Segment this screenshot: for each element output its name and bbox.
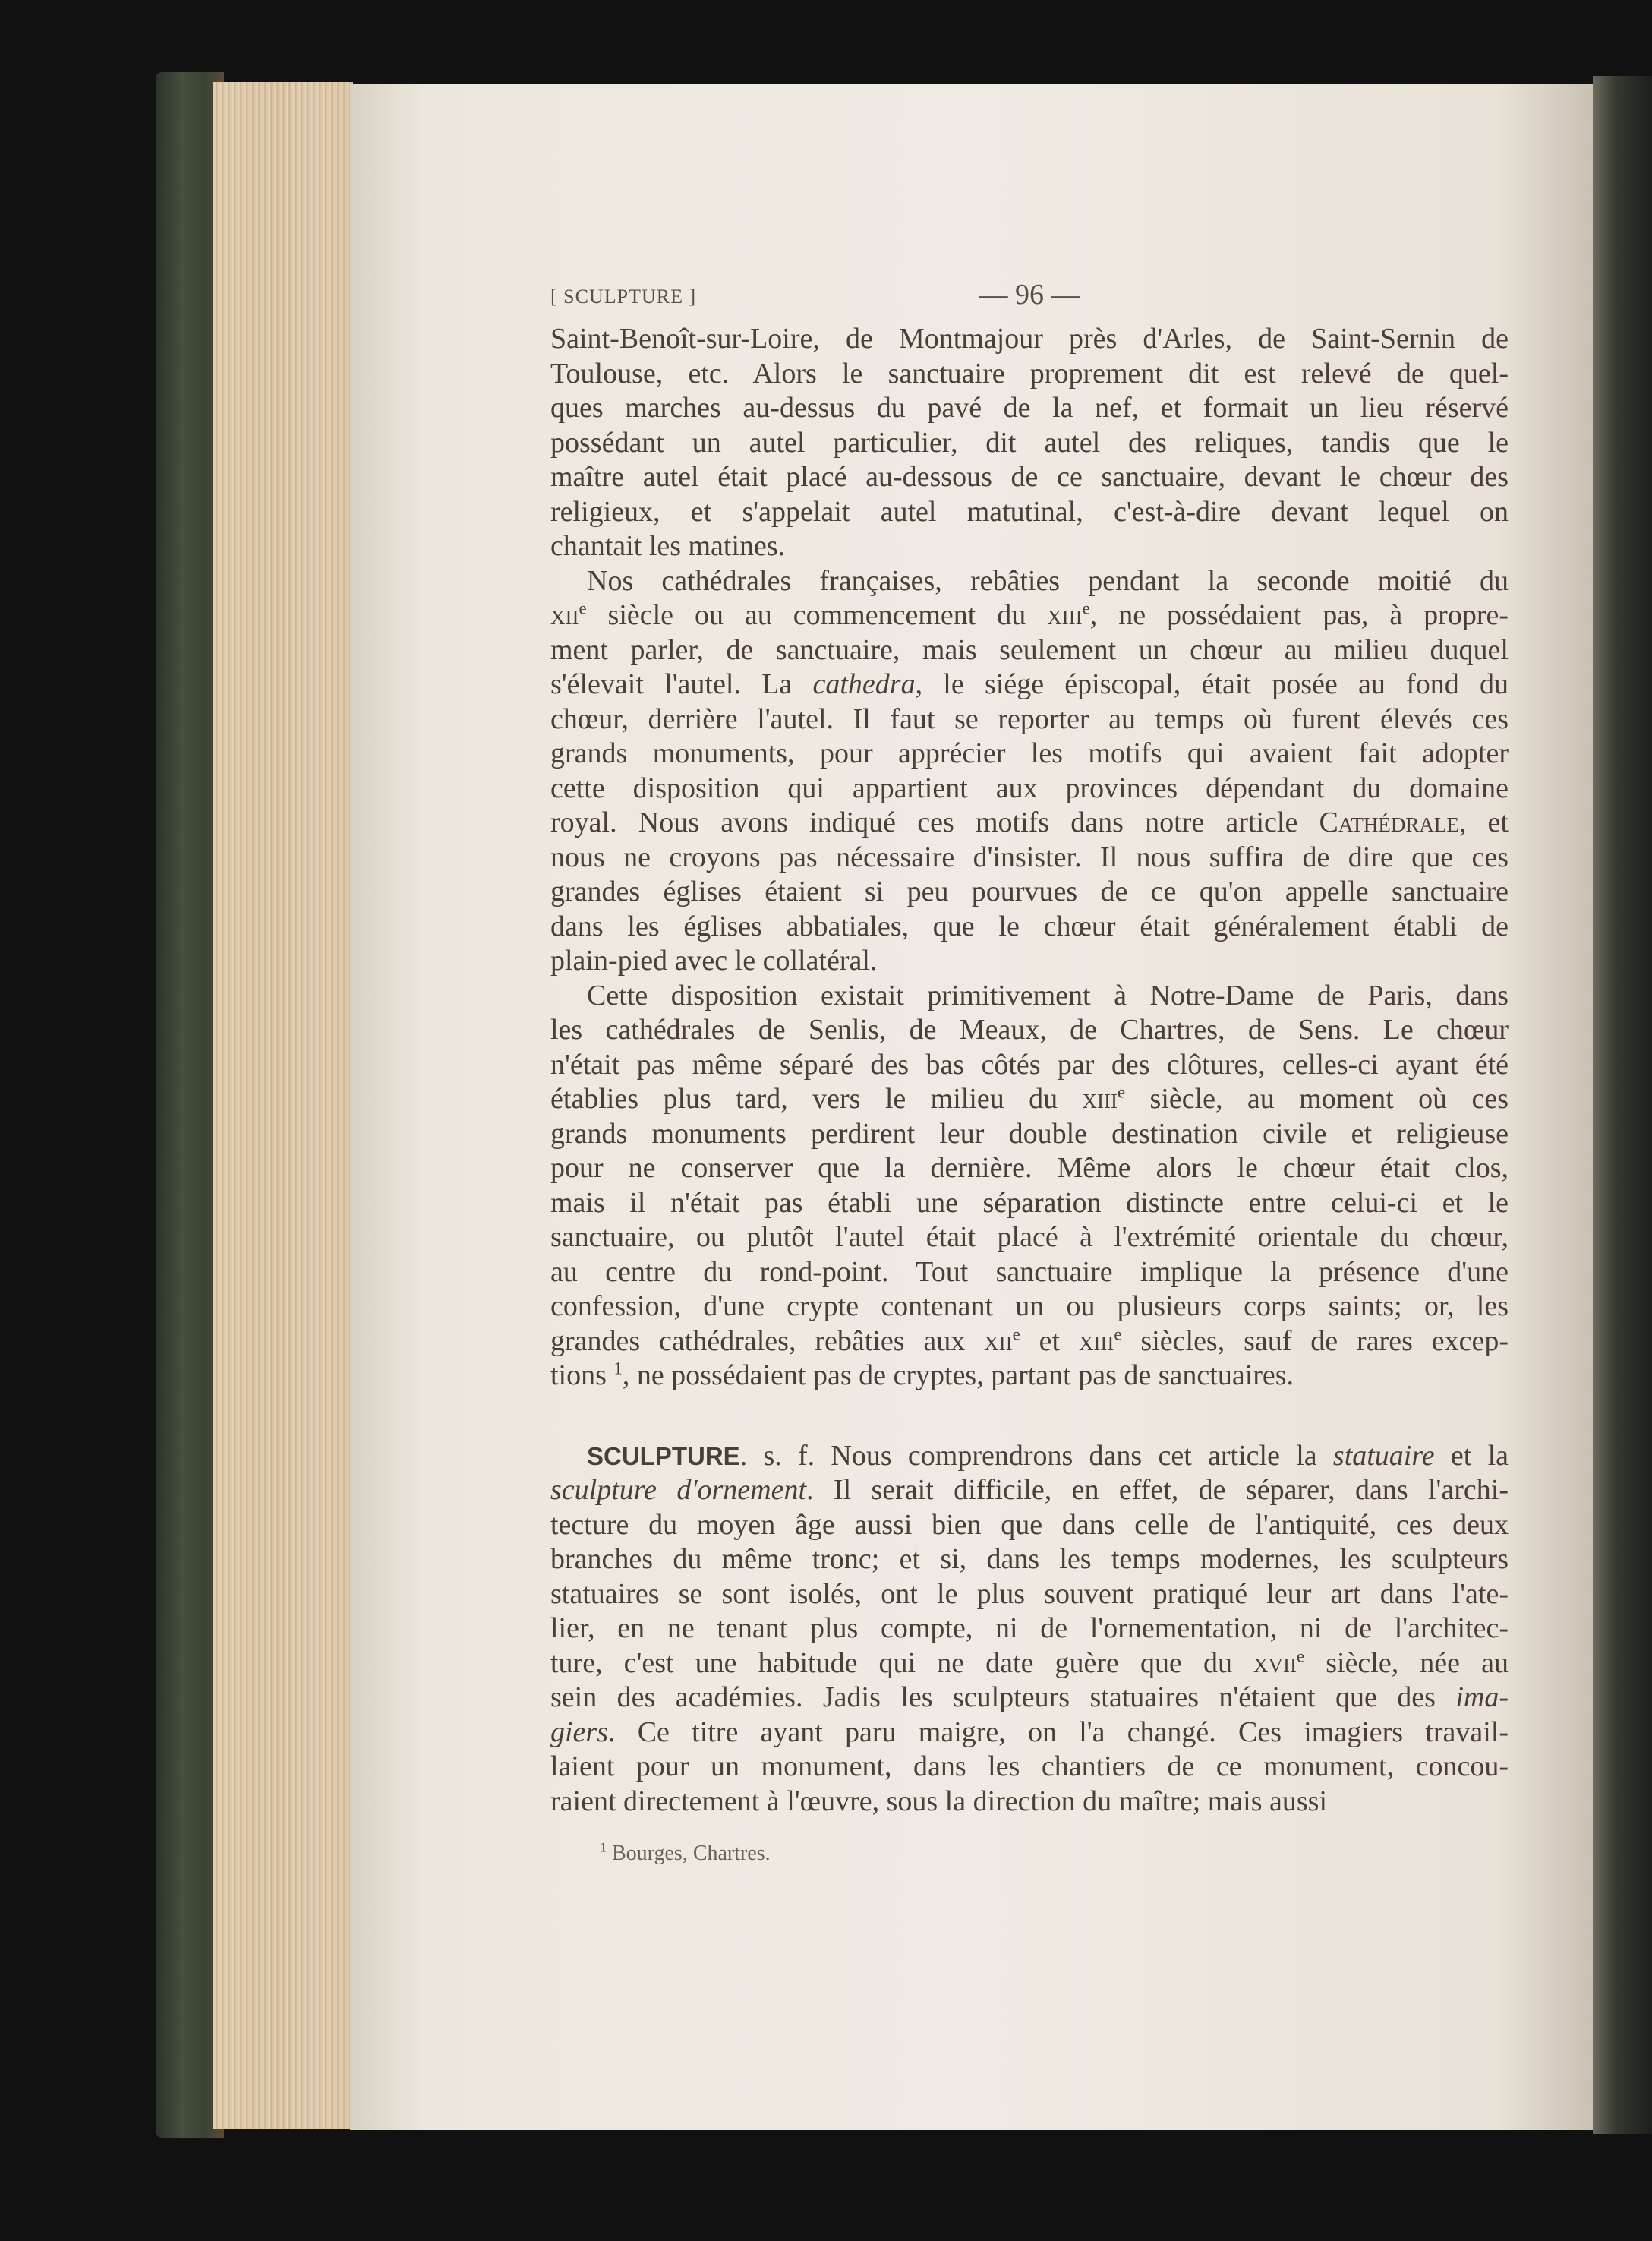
entry-headword: SCULPTURE (587, 1441, 740, 1470)
text-segment: . Il serait difficile, en effet, de séparer, dans l'archi- (806, 1474, 1509, 1506)
text-segment: ture, c'est une habitude qui ne date guère que du (550, 1646, 1254, 1679)
text-line (550, 1439, 1509, 1474)
text-segment: tions (550, 1359, 614, 1391)
italic-text: sculpture d'ornement (550, 1474, 807, 1506)
body-text (550, 322, 1509, 1819)
running-title: [ SCULPTURE ] (550, 286, 697, 308)
text-line: Cette disposition existait primitivement à Notre-Dame de Paris, dans (587, 979, 1509, 1012)
footnote (600, 1839, 771, 1866)
text-segment: , le siége épiscopal, était posée au fond du (915, 668, 1509, 700)
page-header (550, 279, 1509, 317)
text-line: religieux, et s'appelait autel matutinal, c'est-à-dire devant lequel on (550, 495, 1509, 528)
text-line: sanctuaire, ou plutôt l'autel était placé à l'extrémité orientale du chœur, (550, 1221, 1509, 1253)
facing-page-edge (1593, 76, 1652, 2134)
italic-text: statuaire (1332, 1439, 1435, 1472)
text-line: plain-pied avec le collatéral. (550, 945, 878, 977)
text-line: raient directement à l'œuvre, sous la direction du maître; mais aussi (550, 1785, 1328, 1817)
page-edges (213, 82, 353, 2129)
text-line (550, 1324, 1509, 1359)
small-caps-text: xiii (1082, 1083, 1118, 1115)
text-line (550, 1646, 1509, 1681)
small-caps-text: xvii (1253, 1646, 1297, 1679)
text-line (550, 1473, 1509, 1508)
text-line: laient pour un monument, dans les chantiers de ce monument, concou- (550, 1750, 1509, 1782)
text-line: statuaires se sont isolés, ont le plus souvent pratiqué leur art dans l'ate- (550, 1577, 1509, 1610)
italic-text: cathedra (812, 668, 916, 700)
superscript: e (1012, 1324, 1020, 1343)
text-line (550, 1082, 1509, 1117)
text-segment: . s. f. Nous comprendrons dans cet article la (739, 1439, 1333, 1472)
text-segment: . Ce titre ayant paru maigre, on l'a changé. Ces imagiers travail- (608, 1715, 1509, 1748)
paragraph (550, 564, 1509, 979)
text-segment: royal. Nous avons indiqué ces motifs dans notre article (550, 806, 1319, 838)
small-caps-text: Cathédrale (1319, 806, 1459, 838)
text-line (550, 1715, 1509, 1750)
italic-text: ima- (1455, 1681, 1509, 1713)
text-line: lier, en ne tenant plus compte, ni de l'ornementation, ni de l'architec- (550, 1612, 1509, 1644)
footnote-marker: 1 (600, 1839, 607, 1855)
text-segment: s'élevait l'autel. La (550, 668, 813, 700)
text-line: Toulouse, etc. Alors le sanctuaire proprement dit est relevé de quel- (550, 357, 1509, 390)
paragraph (550, 1439, 1509, 1820)
text-segment: , et (1458, 806, 1509, 838)
text-line: cette disposition qui appartient aux provinces dépendant du domaine (550, 772, 1509, 804)
text-line: chœur, derrière l'autel. Il faut se reporter au temps où furent élevés ces (550, 702, 1509, 735)
section-gap (550, 1394, 1509, 1439)
text-line: les cathédrales de Senlis, de Meaux, de Chartres, de Sens. Le chœur (550, 1014, 1509, 1046)
text-segment: siècles, sauf de rares excep- (1121, 1324, 1509, 1357)
text-segment: grandes cathédrales, rebâties aux (550, 1324, 985, 1357)
text-line: branches du même tronc; et si, dans les temps modernes, les sculpteurs (550, 1543, 1509, 1575)
text-line: au centre du rond-point. Tout sanctuaire implique la présence d'une (550, 1255, 1509, 1288)
text-segment: et (1020, 1324, 1079, 1357)
text-segment: siècle, née au (1304, 1646, 1509, 1679)
text-line: maître autel était placé au-dessous de ce sanctuaire, devant le chœur des (550, 461, 1509, 493)
footnote-text: Bourges, Chartres. (612, 1842, 771, 1865)
text-line: pour ne conserver que la dernière. Même alors le chœur était clos, (550, 1152, 1509, 1184)
italic-text: giers (550, 1715, 608, 1748)
superscript: e (1118, 1082, 1126, 1102)
text-line: possédant un autel particulier, dit autel des reliques, tandis que le (550, 426, 1509, 459)
paragraph (550, 322, 1509, 564)
page-number: — 96 — (979, 279, 1080, 311)
text-line: chantait les matines. (550, 530, 786, 562)
text-line: tecture du moyen âge aussi bien que dans celle de l'antiquité, ces deux (550, 1508, 1509, 1541)
text-segment: établies plus tard, vers le milieu du (550, 1083, 1083, 1115)
paragraph (550, 979, 1509, 1394)
superscript: e (1082, 598, 1090, 618)
text-segment: sein des académies. Jadis les sculpteurs statuaires n'étaient que des (550, 1681, 1456, 1713)
small-caps-text: xiii (1078, 1324, 1114, 1357)
text-line (550, 598, 1509, 633)
text-line: Nos cathédrales françaises, rebâties pendant la seconde moitié du (587, 564, 1509, 597)
superscript: e (1297, 1646, 1305, 1665)
superscript: 1 (613, 1359, 623, 1378)
small-caps-text: xii (984, 1324, 1013, 1357)
superscript: e (1114, 1324, 1122, 1343)
text-segment: , ne possédaient pas, à propre- (1089, 599, 1509, 631)
text-segment: et la (1434, 1439, 1509, 1472)
text-segment: siècle ou au commencement du (586, 599, 1048, 631)
text-line: confession, d'une crypte contenant un ou plusieurs corps saints; or, les (550, 1290, 1509, 1322)
text-line (550, 668, 1509, 702)
text-line: n'était pas même séparé des bas côtés par des clôtures, celles-ci ayant été (550, 1048, 1509, 1081)
text-line: grands monuments perdirent leur double destination civile et religieuse (550, 1117, 1509, 1150)
text-line: Saint-Benoît-sur-Loire, de Montmajour près d'Arles, de Saint-Sernin de (550, 323, 1509, 355)
text-line (550, 806, 1509, 841)
text-line: dans les églises abbatiales, que le chœur était généralement établi de (550, 910, 1509, 942)
text-line (550, 1359, 1509, 1394)
text-line: grandes églises étaient si peu pourvues de ce qu'on appelle sanctuaire (550, 876, 1509, 907)
superscript: e (579, 598, 587, 618)
small-caps-text: xiii (1047, 599, 1083, 631)
text-line: nous ne croyons pas nécessaire d'insister. Il nous suffira de dire que ces (550, 841, 1509, 873)
text-line: ques marches au-dessus du pavé de la nef, et formait un lieu réservé (550, 392, 1509, 424)
text-segment: siècle, au moment où ces (1125, 1083, 1509, 1115)
text-line: mais il n'était pas établi une séparation distincte entre celui-ci et le (550, 1186, 1509, 1219)
text-segment: , ne possédaient pas de cryptes, partant pas de sanctuaires. (622, 1359, 1294, 1391)
text-line: ment parler, de sanctuaire, mais seulement un chœur au milieu duquel (550, 633, 1509, 666)
small-caps-text: xii (550, 599, 579, 631)
text-line: grands monuments, pour apprécier les motifs qui avaient fait adopter (550, 737, 1509, 769)
text-line (550, 1681, 1509, 1715)
